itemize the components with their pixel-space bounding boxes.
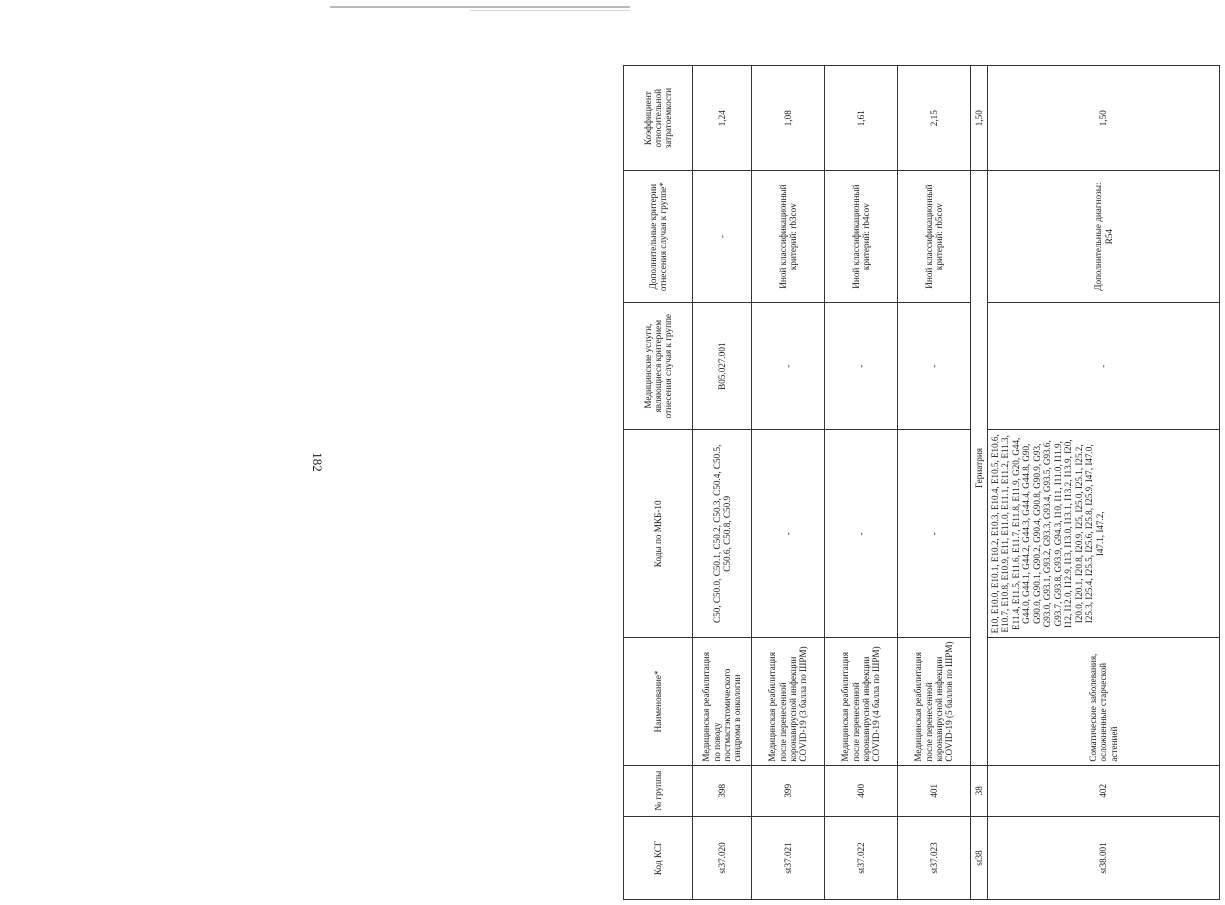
cell-code: st37.020 — [693, 816, 752, 899]
cell-icd: - — [825, 430, 898, 638]
cell-num: 401 — [898, 765, 971, 816]
header-name: Наименование* — [624, 638, 693, 765]
cell-criteria: Дополнительные диагнозы: R54 — [988, 171, 1220, 303]
rotated-table-sheet — [623, 65, 1225, 900]
group-num: 38 — [971, 765, 988, 816]
cell-criteria: Иной классификационный критерий: rb5cov — [898, 171, 971, 303]
ksg-table — [623, 65, 1220, 900]
cell-services: - — [988, 302, 1220, 429]
table-row — [825, 66, 898, 900]
cell-coef: 1,50 — [988, 66, 1220, 171]
cell-num: 402 — [988, 765, 1220, 816]
header-group-number: № группы — [624, 765, 693, 816]
cell-code: st37.021 — [752, 816, 825, 899]
cell-num: 400 — [825, 765, 898, 816]
cell-criteria: Иной классификационный критерий: rb4cov — [825, 171, 898, 303]
header-ksg-code: Код КСГ — [624, 816, 693, 899]
cell-code: st38.001 — [988, 816, 1220, 899]
table-row — [988, 66, 1220, 900]
cell-icd: - — [752, 430, 825, 638]
cell-icd: C50, C50.0, C50.1, C50.2, C50.3, C50.4, C50.5, C50.6, C50.8, C50.9 — [693, 430, 752, 638]
cell-name: Медицинская реабилитация по поводу постмастэктомического синдрома в онкологии — [693, 638, 752, 765]
table-row — [752, 66, 825, 900]
page-number: 182 — [310, 452, 325, 472]
cell-icd: - — [898, 430, 971, 638]
cell-services: - — [752, 302, 825, 429]
cell-criteria: Иной классификационный критерий: rb3cov — [752, 171, 825, 303]
cell-name: Медицинская реабилитация после перенесенной коронавирусной инфекции COVID-19 (4 балла по ШРМ) — [825, 638, 898, 765]
cell-coef: 1,61 — [825, 66, 898, 171]
group-code: st38 — [971, 816, 988, 899]
cell-name: Медицинская реабилитация после перенесенной коронавирусной инфекции COVID-19 (5 баллов по ШРМ) — [898, 638, 971, 765]
table-row — [898, 66, 971, 900]
cell-name: Медицинская реабилитация после перенесенной коронавирусной инфекции COVID-19 (3 балла по ШРМ) — [752, 638, 825, 765]
header-rule — [330, 6, 630, 8]
cell-code: st37.022 — [825, 816, 898, 899]
header-icd-codes: Коды по МКБ-10 — [624, 430, 693, 638]
cell-coef: 2,15 — [898, 66, 971, 171]
cell-code: st37.023 — [898, 816, 971, 899]
header-coefficient: Коэффициент относительной затратоемкости — [624, 66, 693, 171]
cell-name: Соматические заболевания, осложненные старческой астенией — [988, 638, 1220, 765]
table-row — [693, 66, 752, 900]
cell-services: - — [825, 302, 898, 429]
cell-num: 399 — [752, 765, 825, 816]
group-coef: 1,50 — [971, 66, 988, 171]
cell-services: B05.027.001 — [693, 302, 752, 429]
group-row — [971, 66, 988, 900]
header-additional-criteria: Дополнительные критерии отнесения случая к группе* — [624, 171, 693, 303]
cell-criteria: - — [693, 171, 752, 303]
cell-coef: 1,08 — [752, 66, 825, 171]
header-rule-secondary — [470, 10, 630, 11]
cell-coef: 1,24 — [693, 66, 752, 171]
header-medical-services: Медицинские услуги, являющиеся критерием отнесения случая к группе — [624, 302, 693, 429]
cell-services: - — [898, 302, 971, 429]
group-title: Гериатрия — [971, 171, 988, 765]
cell-num: 398 — [693, 765, 752, 816]
table-header-row — [624, 66, 693, 900]
cell-icd: E10, E10.0, E10.1, E10.2, E10.3, E10.4, E10.5, E10.6, E10.7, E10.8, E10.9, E11, E11.0, E11.1, E11.2, E11.3, E11.4, E11.5, E11.6, E11.7, E11.8, E11.9, G20, G44, G44.0, G44.1, G44.2, G44.3, G44.4, G44.8, G90, G90.0, G90.1, G90.2, G90.4, G90.8, G90.9, G93, G93.0, G93.1, G93.2, G93.3, G93.4, G93.5, G93.6, G93.7, G93.8, G93.9, G94.3, I10, I11, I11.0, I11.9, I12, I12.0, I12.9, I13, I13.0, I13.1, I13.2, I13.9, I20, I20.0, I20.1, I20.8, I20.9, I25, I25.0, I25.1, I25.2, I25.3, I25.4, I25.5, I25.6, I25.8, I25.9, I47, I47.0, I47.1, I47.2, — [988, 430, 1220, 638]
